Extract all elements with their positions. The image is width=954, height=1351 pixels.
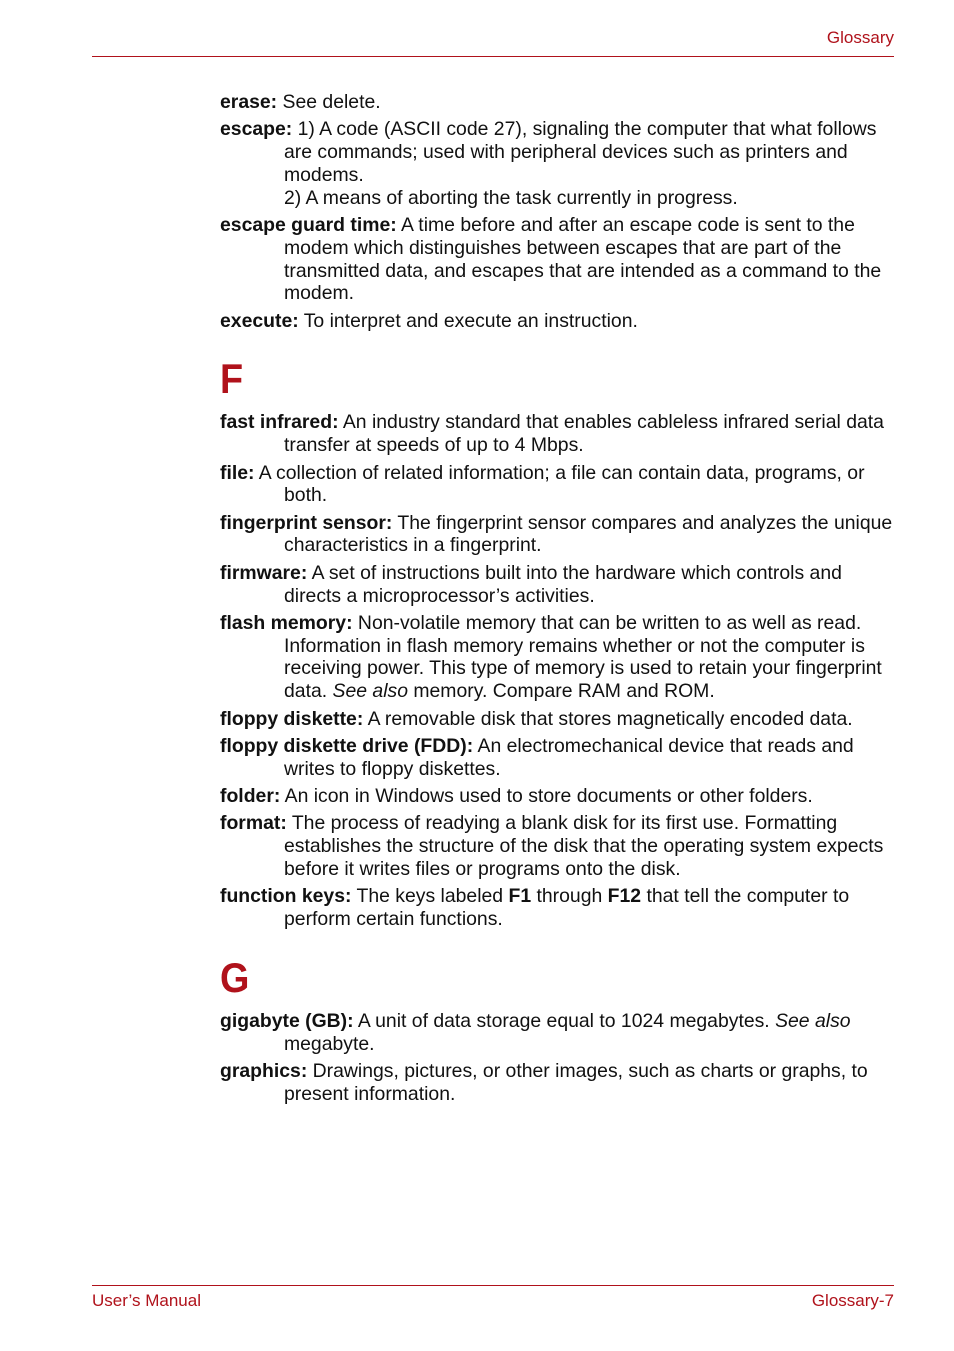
glossary-definition: The fingerprint sensor compares and analyzes the unique characteristics in a fingerprint. (284, 511, 893, 557)
glossary-term: escape: (220, 118, 293, 141)
glossary-term: floppy diskette drive (FDD): (220, 734, 474, 757)
glossary-term: erase: (220, 91, 278, 113)
glossary-entry-flash-memory (220, 612, 896, 703)
key-name-f1: F1 (508, 885, 532, 908)
glossary-definition: An industry standard that enables cableless infrared serial data transfer at speeds of up to 4 Mbps. (284, 411, 884, 457)
glossary-term: floppy diskette: (220, 707, 364, 730)
glossary-term: fast infrared: (220, 411, 339, 434)
glossary-term: graphics: (220, 1059, 308, 1082)
glossary-definition-continued: megabyte. (284, 1032, 375, 1055)
footer-rule (92, 1285, 894, 1286)
glossary-term: fingerprint sensor: (220, 511, 393, 534)
glossary-definition: An electromechanical device that reads and writes to floppy diskettes. (284, 734, 854, 780)
glossary-entry-firmware (220, 562, 896, 608)
glossary-entry-escape-guard-time (220, 214, 896, 305)
footer-page-number: Glossary-7 (811, 1291, 894, 1310)
glossary-term: flash memory: (220, 611, 353, 634)
glossary-term: execute: (220, 309, 299, 332)
glossary-entry-floppy-diskette (220, 708, 896, 731)
section-letter-f: F (220, 355, 244, 403)
glossary-definition: 1) A code (ASCII code 27), signaling the computer that what follows are commands; used with peripheral devices such as printers and modems. (284, 118, 877, 186)
glossary-term: format: (220, 812, 287, 835)
glossary-entry-graphics (220, 1060, 896, 1106)
glossary-entry-file (220, 462, 896, 508)
glossary-term: folder: (220, 784, 281, 807)
glossary-term: gigabyte (GB): (220, 1009, 354, 1032)
glossary-definition: See delete. (277, 91, 381, 113)
glossary-definition: Non-volatile memory that can be written to as well as read. Information in flash memory remains whether or not the computer is receiving power. This type of memory is used to retain your fingerprint data. (284, 611, 882, 703)
glossary-definition: The keys labeled (351, 885, 509, 908)
glossary-term: escape guard time: (220, 213, 397, 236)
glossary-entry-folder (220, 785, 896, 808)
glossary-definition: To interpret and execute an instruction. (298, 309, 638, 332)
glossary-entry-fingerprint-sensor (220, 512, 896, 558)
glossary-entry-erase (220, 91, 896, 114)
glossary-content (220, 91, 896, 1110)
glossary-entry-floppy-diskette-drive (220, 735, 896, 781)
glossary-entry-escape (220, 118, 896, 209)
glossary-entry-fast-infrared (220, 411, 896, 457)
footer-manual-title: User’s Manual (92, 1291, 201, 1310)
glossary-definition-second: 2) A means of aborting the task currently in progress. (284, 186, 738, 209)
glossary-definition: A removable disk that stores magnetically encoded data. (363, 707, 853, 730)
running-header-title: Glossary (826, 28, 894, 47)
see-also-reference: See also (775, 1009, 851, 1032)
glossary-definition: A collection of related information; a file can contain data, programs, or both. (254, 461, 865, 507)
glossary-term: file: (220, 461, 255, 484)
glossary-entry-gigabyte (220, 1010, 896, 1056)
glossary-entry-function-keys (220, 885, 896, 931)
key-name-f12: F12 (607, 885, 642, 908)
glossary-entry-execute (220, 310, 896, 333)
glossary-term: firmware: (220, 561, 308, 584)
glossary-entry-format (220, 812, 896, 880)
glossary-definition: A unit of data storage equal to 1024 megabytes. (353, 1009, 776, 1032)
glossary-definition-continued: memory. Compare RAM and ROM. (407, 680, 715, 703)
glossary-definition: The process of readying a blank disk for its first use. Formatting establishes the structure of the disk that the operating system expects before it writes files or programs onto the disk. (284, 812, 884, 880)
header-rule (92, 56, 894, 57)
glossary-definition: A set of instructions built into the hardware which controls and directs a microprocessor’s activities. (284, 561, 842, 607)
section-letter-g: G (220, 953, 250, 1001)
glossary-term: function keys: (220, 885, 352, 908)
glossary-definition: Drawings, pictures, or other images, such as charts or graphs, to present information. (284, 1059, 868, 1105)
see-also-reference: See also (332, 680, 408, 703)
glossary-definition-middle: through (531, 885, 608, 908)
glossary-definition: A time before and after an escape code is sent to the modem which distinguishes between escapes that are part of the transmitted data, and escapes that are intended as a command to the modem. (284, 213, 882, 305)
glossary-definition-continued: that tell the computer to perform certain functions. (284, 885, 850, 930)
glossary-definition: An icon in Windows used to store documents or other folders. (280, 784, 813, 807)
